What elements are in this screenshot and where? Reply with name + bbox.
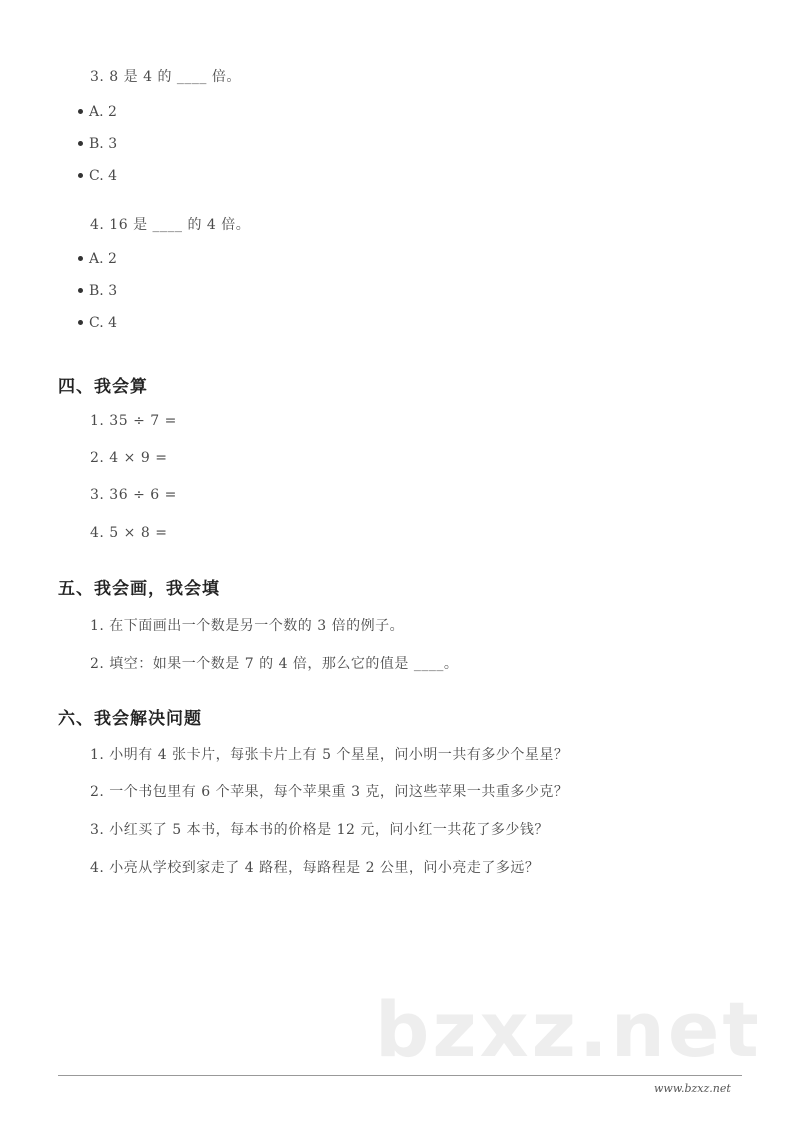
- question-3: 3. 8 是 4 的 ____ 倍。: [90, 69, 241, 85]
- problem-item: 3. 小红买了 5 本书，每本书的价格是 12 元，问小红一共花了多少钱？: [90, 822, 549, 838]
- bullet-icon: [78, 109, 83, 114]
- calc-item: 1. 35 ÷ 7 =: [90, 413, 177, 429]
- bullet-icon: [78, 256, 83, 261]
- watermark: bzxz.net: [375, 985, 762, 1074]
- option-a: A. 2: [78, 251, 117, 267]
- footer-url: www.bzxz.net: [654, 1082, 731, 1095]
- option-b: B. 3: [78, 136, 117, 152]
- calc-item: 2. 4 × 9 =: [90, 450, 168, 466]
- bullet-icon: [78, 320, 83, 325]
- question-4: 4. 16 是 ____ 的 4 倍。: [90, 217, 251, 233]
- option-c: C. 4: [78, 168, 117, 184]
- fill-item: 2. 填空：如果一个数是 7 的 4 倍，那么它的值是 ____。: [90, 656, 459, 672]
- bullet-icon: [78, 288, 83, 293]
- footer-divider: [58, 1075, 742, 1076]
- bullet-icon: [78, 173, 83, 178]
- option-c: C. 4: [78, 315, 117, 331]
- problem-item: 2. 一个书包里有 6 个苹果，每个苹果重 3 克，问这些苹果一共重多少克？: [90, 784, 569, 800]
- option-a: A. 2: [78, 104, 117, 120]
- bullet-icon: [78, 141, 83, 146]
- section-heading: 五、我会画，我会填: [58, 579, 220, 599]
- section-heading: 四、我会算: [58, 377, 148, 397]
- calc-item: 3. 36 ÷ 6 =: [90, 487, 177, 503]
- problem-item: 1. 小明有 4 张卡片，每张卡片上有 5 个星星，问小明一共有多少个星星？: [90, 747, 569, 763]
- draw-item: 1. 在下面画出一个数是另一个数的 3 倍的例子。: [90, 618, 405, 634]
- option-b: B. 3: [78, 283, 117, 299]
- problem-item: 4. 小亮从学校到家走了 4 路程，每路程是 2 公里，问小亮走了多远？: [90, 860, 540, 876]
- section-heading: 六、我会解决问题: [58, 709, 202, 729]
- calc-item: 4. 5 × 8 =: [90, 525, 168, 541]
